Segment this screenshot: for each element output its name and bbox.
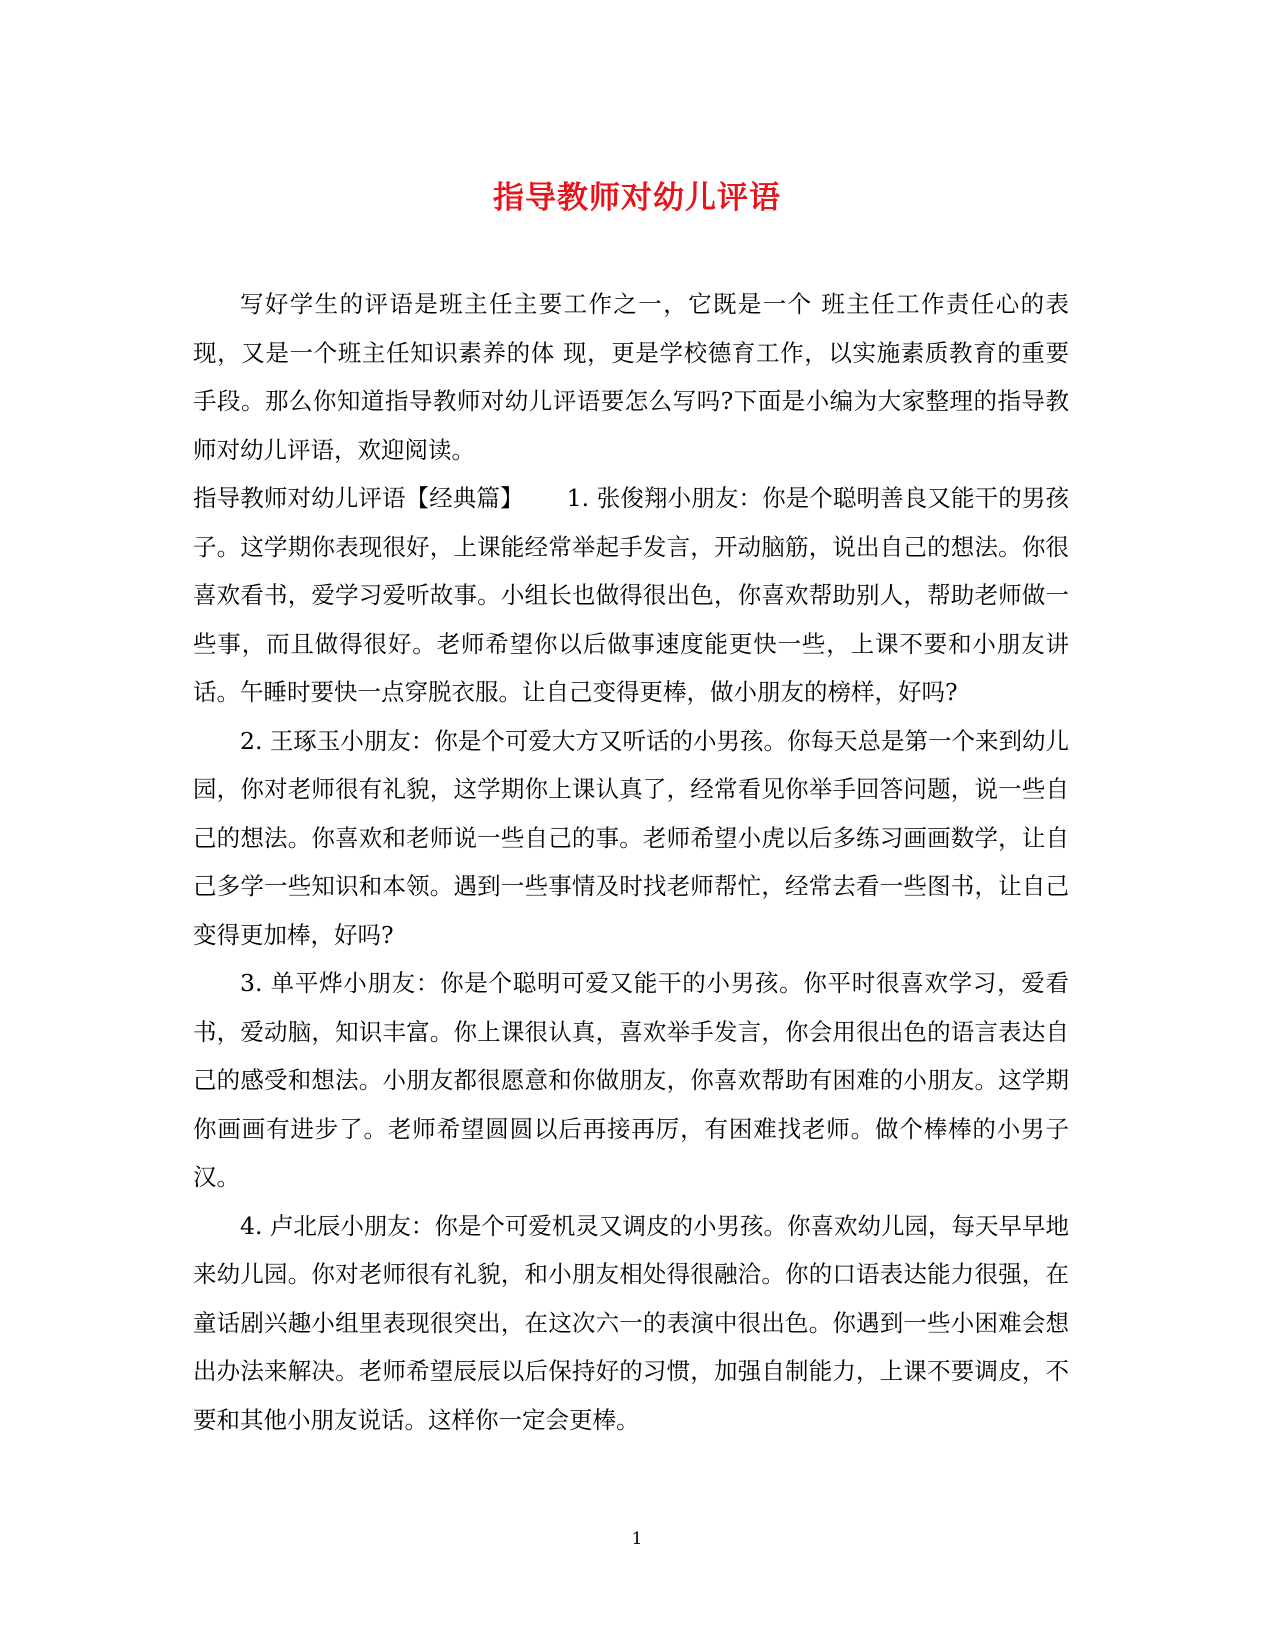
document-title: 指导教师对幼儿评语 — [493, 180, 781, 216]
intro-paragraph: 写好学生的评语是班主任主要工作之一，它既是一个 班主任工作责任心的表现，又是一个班主任知识素养的体 现，更是学校德育工作，以实施素质教育的重要手段。那么你知道指导教师对幼儿评语要怎么写吗?下面是小编为大家整理的指导教师对幼儿评语，欢迎阅读。 — [193, 290, 1069, 464]
item-3-paragraph: 3. 单平烨小朋友：你是个聪明可爱又能干的小男孩。你平时很喜欢学习，爱看书，爱动脑，知识丰富。你上课很认真，喜欢举手发言，你会用很出色的语言表达自己的感受和想法。小朋友都很愿意和你做朋友，你喜欢帮助有困难的小朋友。这学期你画画有进步了。老师希望圆圆以后再接再厉，有困难找老师。做个棒棒的小男子汉。 — [193, 969, 1069, 1191]
document-body — [193, 280, 1069, 1444]
item-2-paragraph: 2. 王琢玉小朋友：你是个可爱大方又听话的小男孩。你每天总是第一个来到幼儿园，你对老师很有礼貌，这学期你上课认真了，经常看见你举手回答问题，说一些自己的想法。你喜欢和老师说一些自己的事。老师希望小虎以后多练习画画数学，让自己多学一些知识和本领。遇到一些事情及时找老师帮忙，经常去看一些图书，让自己变得更加棒，好吗? — [193, 726, 1069, 949]
item-4-paragraph: 4. 卢北辰小朋友：你是个可爱机灵又调皮的小男孩。你喜欢幼儿园，每天早早地来幼儿园。你对老师很有礼貌，和小朋友相处得很融洽。你的口语表达能力很强，在童话剧兴趣小组里表现很突出，在这次六一的表演中很出色。你遇到一些小困难会想出办法来解决。老师希望辰辰以后保持好的习惯，加强自制能力，上课不要调皮，不要和其他小朋友说话。这样你一定会更棒。 — [193, 1211, 1069, 1434]
item-1-text: 1. 张俊翔小朋友：你是个聪明善良又能干的男孩子。这学期你表现很好，上课能经常举起手发言，开动脑筋，说出自己的想法。你很喜欢看书，爱学习爱听故事。小组长也做得很出色，你喜欢帮助别人，帮助老师做一些事，而且做得很好。老师希望你以后做事速度能更快一些，上课不要和小朋友讲话。午睡时要快一点穿脱衣服。让自己变得更棒，做小朋友的榜样，好吗? — [193, 484, 1069, 706]
item-1-paragraph — [193, 474, 1069, 717]
section-heading: 指导教师对幼儿评语【经典篇】 — [193, 484, 512, 512]
page-number: 1 — [631, 1529, 643, 1549]
section-heading-spacer — [512, 484, 567, 512]
